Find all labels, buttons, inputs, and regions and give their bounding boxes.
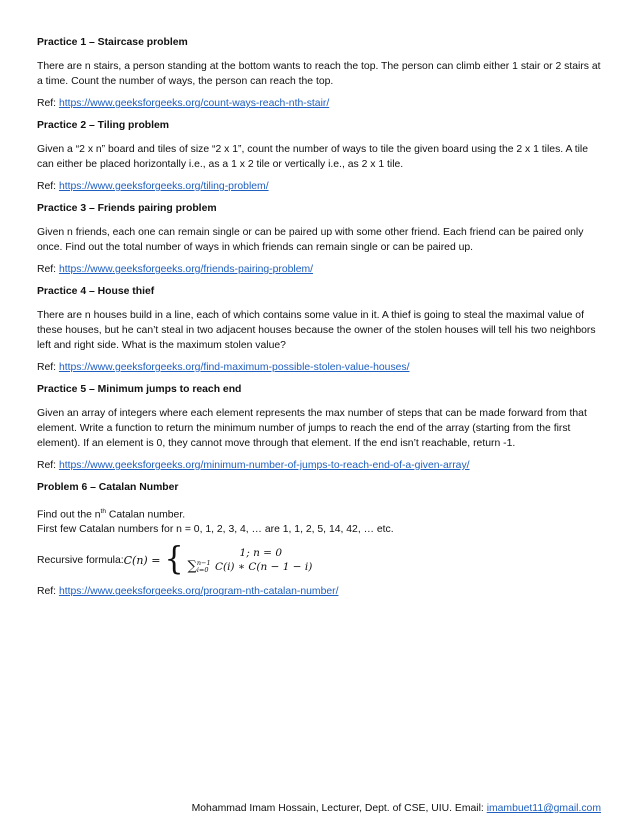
ref-label: Ref: [37, 460, 57, 471]
document-body [37, 36, 602, 607]
section-title: Practice 4 – House thief [37, 286, 155, 297]
section-text: There are n stairs, a person standing at the bottom wants to reach the top. The person can climb either 1 stair or 2 stairs at a time. Count the number of ways, the person can reach the top. [37, 61, 601, 87]
practice-2-section [37, 119, 602, 194]
formula-case-base: 1; n = 0 [239, 547, 283, 560]
practice-1-section [37, 36, 602, 111]
summation-symbol: ∑ [187, 559, 197, 575]
footer-email-link[interactable]: imambuet11@gmail.com [486, 803, 601, 814]
formula-case-recursive [188, 560, 313, 574]
problem-6-section [37, 481, 602, 599]
reference-line [37, 459, 602, 473]
text-fragment: Catalan number. [105, 509, 186, 521]
section-title: Practice 2 – Tiling problem [37, 120, 170, 131]
ref-label: Ref: [37, 264, 57, 275]
footer-text: Mohammad Imam Hossain, Lecturer, Dept. of CSE, UIU. Email: [191, 803, 487, 814]
catalan-line-1 [37, 504, 602, 522]
section-title: Practice 5 – Minimum jumps to reach end [37, 384, 242, 395]
section-title: Problem 6 – Catalan Number [37, 482, 179, 493]
reference-link[interactable]: https://www.geeksforgeeks.org/friends-pairing-problem/ [58, 264, 314, 275]
practice-4-section [37, 285, 602, 375]
catalan-line-2: First few Catalan numbers for n = 0, 1, 2, 3, 4, … are 1, 1, 2, 5, 14, 42, … etc. [37, 524, 394, 536]
reference-link[interactable]: https://www.geeksforgeeks.org/tiling-problem/ [58, 181, 269, 192]
reference-link[interactable]: https://www.geeksforgeeks.org/find-maximum-possible-stolen-value-houses/ [58, 362, 410, 373]
practice-5-section [37, 383, 602, 473]
reference-line [37, 97, 602, 111]
section-title: Practice 1 – Staircase problem [37, 37, 188, 48]
ref-label: Ref: [37, 181, 57, 192]
left-brace: { [164, 541, 184, 579]
page-footer [192, 803, 601, 814]
reference-line [37, 263, 602, 277]
summation-body: C(i) ∗ C(n − 1 − i) [214, 561, 313, 574]
section-text: Given an array of integers where each element represents the max number of steps that can be made forward from that element. Write a function to return the minimum number of jumps to reach the end of the array (starting from the first element). If an element is 0, they cannot move through that element. If the end isn’t reachable, return -1. [37, 408, 587, 449]
section-text: Given a “2 x n” board and tiles of size “2 x 1”, count the number of ways to tile the given board using the 2 x 1 tiles. A tile can either be placed horizontally i.e., as a 1 x 2 tile or vertically i.e., as 2 x 1 tile. [37, 144, 589, 170]
ref-label: Ref: [37, 98, 57, 109]
summation-limits [197, 560, 211, 574]
reference-line [37, 585, 602, 599]
ref-label: Ref: [37, 586, 57, 598]
reference-link[interactable]: https://www.geeksforgeeks.org/program-nth-catalan-number/ [58, 586, 339, 598]
superscript: th [100, 508, 106, 515]
reference-line [37, 180, 602, 194]
formula-cases [188, 546, 313, 574]
reference-link[interactable]: https://www.geeksforgeeks.org/minimum-number-of-jumps-to-reach-end-of-a-given-array/ [58, 460, 470, 471]
section-text: Given n friends, each one can remain single or can be paired up with some other friend. Each friend can be paired only once. Find out the total number of ways in which friends can remain single or can be paired up. [37, 227, 584, 253]
section-text: There are n houses build in a line, each of which contains some value in it. A thief is going to steal the maximal value of these houses, but he can’t steal in two adjacent houses because the owner of the stolen houses will tell his two neighbors left and right side. What is the maximum stolen value? [37, 310, 596, 351]
summation-lower: i=0 [196, 566, 209, 575]
formula-lhs: C(n) = [123, 553, 161, 567]
section-title: Practice 3 – Friends pairing problem [37, 203, 217, 214]
formula-label: Recursive formula: [37, 554, 124, 566]
recursive-formula [37, 541, 602, 579]
practice-3-section [37, 202, 602, 277]
reference-link[interactable]: https://www.geeksforgeeks.org/count-ways-reach-nth-stair/ [58, 98, 330, 109]
reference-line [37, 361, 602, 375]
ref-label: Ref: [37, 362, 57, 373]
text-fragment: Find out the n [37, 509, 101, 521]
summation-upper: n−1 [196, 559, 211, 568]
